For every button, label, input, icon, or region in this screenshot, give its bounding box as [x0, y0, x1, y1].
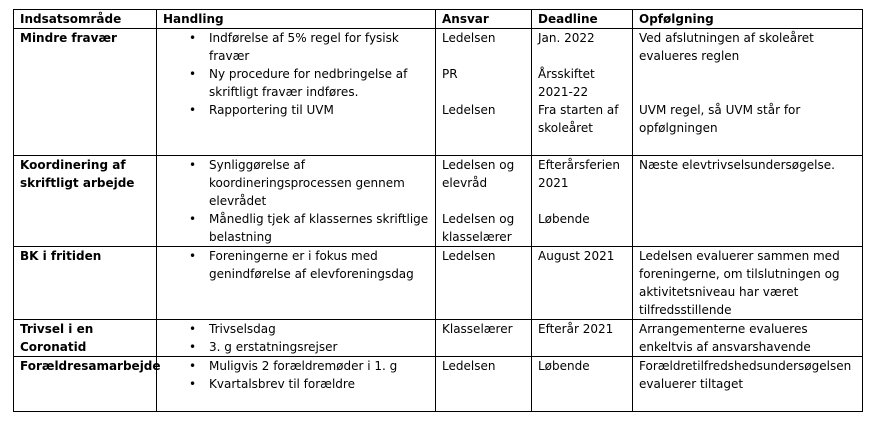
- followup-text: Næste elevtrivselsundersøgelse.: [639, 158, 835, 172]
- table-row: [14, 320, 863, 357]
- deadline-text: Jan. 2022: [538, 31, 595, 45]
- responsible-text: Ledelsen: [442, 249, 496, 263]
- header-deadline: Deadline: [532, 10, 633, 29]
- followup-text: Ved afslutningen af skoleåret evalueres reglen: [639, 31, 814, 63]
- header-area: Indsatsområde: [14, 10, 157, 29]
- followup-cell: [633, 247, 863, 320]
- responsible-text: Ledelsen: [442, 359, 496, 373]
- responsible-text: Ledelsen: [442, 31, 496, 45]
- deadline-text: Efterår 2021: [538, 322, 614, 336]
- followup-text: Ledelsen evaluerer sammen med foreningerne, om tilslutningen og aktivitetsniveau har været tilfredsstillende: [639, 249, 840, 317]
- action-cell: [157, 357, 436, 412]
- action-list: [163, 156, 429, 246]
- list-item: • Kvartalsbrev til forældre: [209, 375, 429, 393]
- responsible-cell: [436, 320, 532, 357]
- deadline-cell: [532, 156, 633, 247]
- deadline-text: Efterårsferien 2021: [538, 158, 621, 190]
- responsible-cell: [436, 247, 532, 320]
- table-row: [14, 247, 863, 320]
- action-plan-table: [13, 9, 863, 412]
- deadline-text: Løbende: [538, 359, 590, 373]
- area-cell: Koordinering af skriftligt arbejde: [14, 156, 157, 247]
- deadline-text: Fra starten af skoleåret: [538, 103, 619, 135]
- followup-cell: [633, 156, 863, 247]
- list-item: • Synliggørelse af koordineringsprocessen gennem elevrådet: [209, 156, 429, 210]
- followup-text: UVM regel, så UVM står for opfølgningen: [639, 103, 801, 135]
- followup-cell: [633, 320, 863, 357]
- list-item: • Trivselsdag: [209, 320, 429, 338]
- action-list: [163, 320, 429, 356]
- followup-cell: [633, 357, 863, 412]
- deadline-text: Løbende: [538, 212, 590, 226]
- followup-text: Arrangementerne evalueres enkeltvis af ansvarshavende: [639, 322, 811, 354]
- action-cell: [157, 320, 436, 357]
- action-list: [163, 247, 429, 283]
- responsible-text: Klasselærer: [442, 322, 513, 336]
- deadline-cell: [532, 357, 633, 412]
- list-item: • Månedlig tjek af klassernes skriftlige belastning: [209, 210, 429, 246]
- action-cell: [157, 29, 436, 156]
- list-item: • Foreningerne er i fokus med genindførelse af elevforeningsdag: [209, 247, 429, 283]
- responsible-text: Ledelsen: [442, 103, 496, 117]
- list-item: • Muligvis 2 forældremøder i 1. g: [209, 357, 429, 375]
- deadline-text: Årsskiftet 2021-22: [538, 67, 595, 99]
- responsible-cell: [436, 29, 532, 156]
- header-followup: Opfølgning: [633, 10, 863, 29]
- header-responsible: Ansvar: [436, 10, 532, 29]
- table-row: [14, 357, 863, 412]
- area-cell: Forældresamarbejde: [14, 357, 157, 412]
- table-header-row: [14, 10, 863, 29]
- deadline-cell: [532, 29, 633, 156]
- header-action: Handling: [157, 10, 436, 29]
- followup-text: Forældretilfredshedsundersøgelsen evaluerer tiltaget: [639, 359, 852, 391]
- action-list: [163, 29, 429, 119]
- list-item: • Ny procedure for nedbringelse af skriftligt fravær indføres.: [209, 65, 429, 101]
- responsible-text: PR: [442, 67, 458, 81]
- action-plan-document: [13, 9, 862, 412]
- table-row: [14, 156, 863, 247]
- deadline-cell: [532, 320, 633, 357]
- action-cell: [157, 156, 436, 247]
- responsible-text: Ledelsen og elevråd: [442, 158, 515, 190]
- list-item: • Indførelse af 5% regel for fysisk fravær: [209, 29, 429, 65]
- area-cell: BK i fritiden: [14, 247, 157, 320]
- deadline-cell: [532, 247, 633, 320]
- action-cell: [157, 247, 436, 320]
- deadline-text: August 2021: [538, 249, 615, 263]
- responsible-cell: [436, 357, 532, 412]
- action-list: [163, 357, 429, 393]
- list-item: • Rapportering til UVM: [209, 101, 429, 119]
- followup-cell: [633, 29, 863, 156]
- list-item: • 3. g erstatningsrejser: [209, 338, 429, 356]
- responsible-text: Ledelsen og klasselærer: [442, 212, 515, 244]
- responsible-cell: [436, 156, 532, 247]
- area-cell: Trivsel i en Coronatid: [14, 320, 157, 357]
- area-cell: Mindre fravær: [14, 29, 157, 156]
- table-row: [14, 29, 863, 156]
